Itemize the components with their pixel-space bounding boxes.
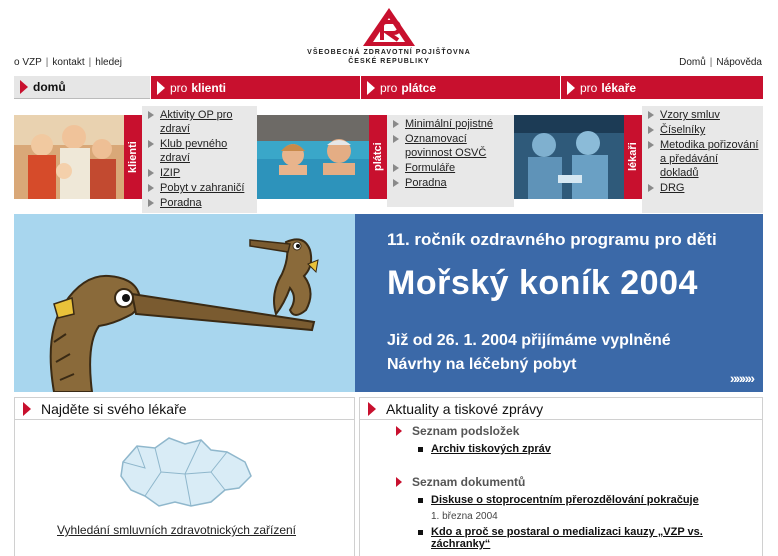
menu-link[interactable]: IZIP (160, 167, 181, 179)
list-item (418, 443, 551, 455)
menu-lekari (642, 106, 763, 213)
list-item (148, 196, 253, 210)
tab-main-label: plátce (401, 80, 437, 95)
menu-link[interactable]: Formuláře (405, 162, 456, 174)
list-item (148, 108, 253, 136)
list-item (393, 117, 510, 131)
seahorse-icon (14, 214, 355, 392)
menu-link[interactable]: Aktivity OP pro zdraví (160, 109, 233, 135)
document-date: 1. března 2004 (431, 511, 498, 522)
arrow-right-icon (648, 141, 654, 149)
list-item (418, 526, 738, 550)
banner-text-panel (355, 214, 763, 392)
news-box (359, 397, 763, 556)
menu-link[interactable]: Číselníky (660, 124, 706, 136)
chevron-right-icon (396, 477, 402, 487)
photo-family (14, 115, 124, 199)
tab-pro-platce[interactable] (361, 76, 560, 99)
arrow-right-icon (148, 184, 154, 192)
list-item (648, 123, 759, 137)
list-item (148, 137, 253, 165)
list-item (148, 181, 253, 195)
arrow-right-icon (367, 81, 375, 95)
arrow-right-icon (648, 126, 654, 134)
list-item (648, 138, 759, 180)
top-links-left: o VZP | kontakt | hledej (14, 57, 122, 68)
menu-link[interactable]: Vzory smluv (660, 109, 720, 121)
banner-title: Mořský koník 2004 (387, 264, 698, 302)
banner-line-2: Návrhy na léčebný pobyt (387, 356, 577, 373)
arrow-right-icon (393, 120, 399, 128)
menu-link[interactable]: Metodika pořizování a předávání dokladů (660, 139, 759, 179)
link-kontakt[interactable]: kontakt (52, 57, 85, 68)
arrow-right-icon (157, 81, 165, 95)
logo-text-line1: VŠEOBECNÁ ZDRAVOTNÍ POJIŠŤOVNA (307, 49, 471, 56)
tab-main-label: lékaře (601, 80, 637, 95)
photo-pool (257, 115, 369, 199)
list-item (393, 176, 510, 190)
documents-heading (396, 475, 525, 489)
list-item (648, 108, 759, 122)
bullet-icon (418, 447, 423, 452)
document-link[interactable]: Kdo a proč se postaral o medializaci kauzy „VZP vs. záchranky“ (431, 526, 703, 550)
tab-pre-label: pro (170, 80, 188, 95)
menu-link[interactable]: DRG (660, 182, 685, 194)
banner-subtitle: 11. ročník ozdravného programu pro děti (387, 230, 717, 249)
arrow-right-icon (393, 135, 399, 143)
banner-more-icon[interactable]: »»»» (729, 370, 753, 386)
tab-pro-klienty[interactable] (151, 76, 360, 99)
tab-pro-lekare[interactable] (561, 76, 763, 99)
find-doctor-title: Najděte si svého lékaře (41, 400, 187, 417)
arrow-right-icon (393, 179, 399, 187)
list-item (648, 181, 759, 195)
czech-map-icon[interactable] (115, 432, 255, 512)
list-item (393, 132, 510, 160)
arrow-right-icon (148, 111, 154, 119)
banner-line-1: Již od 26. 1. 2004 přijímáme vyplněné (387, 332, 671, 349)
link-o-vzp[interactable]: o VZP (14, 57, 42, 68)
promo-banner[interactable] (14, 214, 763, 392)
find-doctor-box (14, 397, 355, 556)
menu-link[interactable]: Klub pevného zdraví (160, 138, 228, 164)
subfolder-link[interactable]: Archiv tiskových zpráv (431, 443, 551, 455)
section-label-lekari: lékaři (624, 115, 642, 199)
arrow-right-icon (148, 169, 154, 177)
link-napoveda[interactable]: Nápověda (716, 57, 762, 68)
list-item (418, 494, 699, 506)
find-facilities-link[interactable]: Vyhledání smluvních zdravotnických zařízení (57, 523, 296, 537)
banner-illustration (14, 214, 355, 392)
chevron-right-icon (23, 402, 31, 416)
menu-link[interactable]: Minimální pojistné (405, 118, 494, 130)
tab-main-label: klienti (191, 80, 227, 95)
menu-platci (387, 115, 514, 207)
section-label-platci: plátci (369, 115, 387, 199)
tab-domu-label: domů (33, 80, 66, 94)
news-header (360, 398, 762, 420)
arrow-right-icon (567, 81, 575, 95)
news-title: Aktuality a tiskové zprávy (386, 400, 544, 417)
arrow-right-icon (648, 184, 654, 192)
subfolders-title: Seznam podsložek (412, 424, 520, 438)
arrow-right-icon (20, 80, 28, 94)
chevron-right-icon (396, 426, 402, 436)
vzp-logo-icon (360, 6, 418, 48)
logo-text-line2: ČESKÉ REPUBLIKY (348, 58, 430, 65)
top-links-right: Domů | Nápověda (679, 57, 762, 68)
tab-domu[interactable] (14, 76, 150, 99)
photo-surgeons (514, 115, 624, 199)
arrow-right-icon (393, 164, 399, 172)
bullet-icon (418, 498, 423, 503)
link-hledej[interactable]: hledej (95, 57, 122, 68)
link-domu[interactable]: Domů (679, 57, 706, 68)
list-item (148, 166, 253, 180)
section-label-klienti: klienti (124, 115, 142, 199)
chevron-right-icon (368, 402, 376, 416)
arrow-right-icon (148, 199, 154, 207)
tab-pre-label: pro (380, 80, 398, 95)
tab-pre-label: pro (580, 80, 598, 95)
menu-link[interactable]: Oznamovací povinnost OSVČ (405, 133, 487, 159)
vzp-logo[interactable] (300, 6, 478, 66)
document-link[interactable]: Diskuse o stoprocentním přerozdělování pokračuje (431, 494, 699, 506)
subfolders-heading (396, 424, 519, 438)
menu-klienti (142, 106, 257, 213)
find-doctor-header (15, 398, 354, 420)
menu-link[interactable]: Poradna (160, 197, 202, 209)
menu-link[interactable]: Pobyt v zahraničí (160, 182, 245, 194)
arrow-right-icon (648, 111, 654, 119)
arrow-right-icon (148, 140, 154, 148)
menu-link[interactable]: Poradna (405, 177, 447, 189)
documents-title: Seznam dokumentů (412, 475, 526, 489)
bullet-icon (418, 530, 423, 535)
list-item (393, 161, 510, 175)
